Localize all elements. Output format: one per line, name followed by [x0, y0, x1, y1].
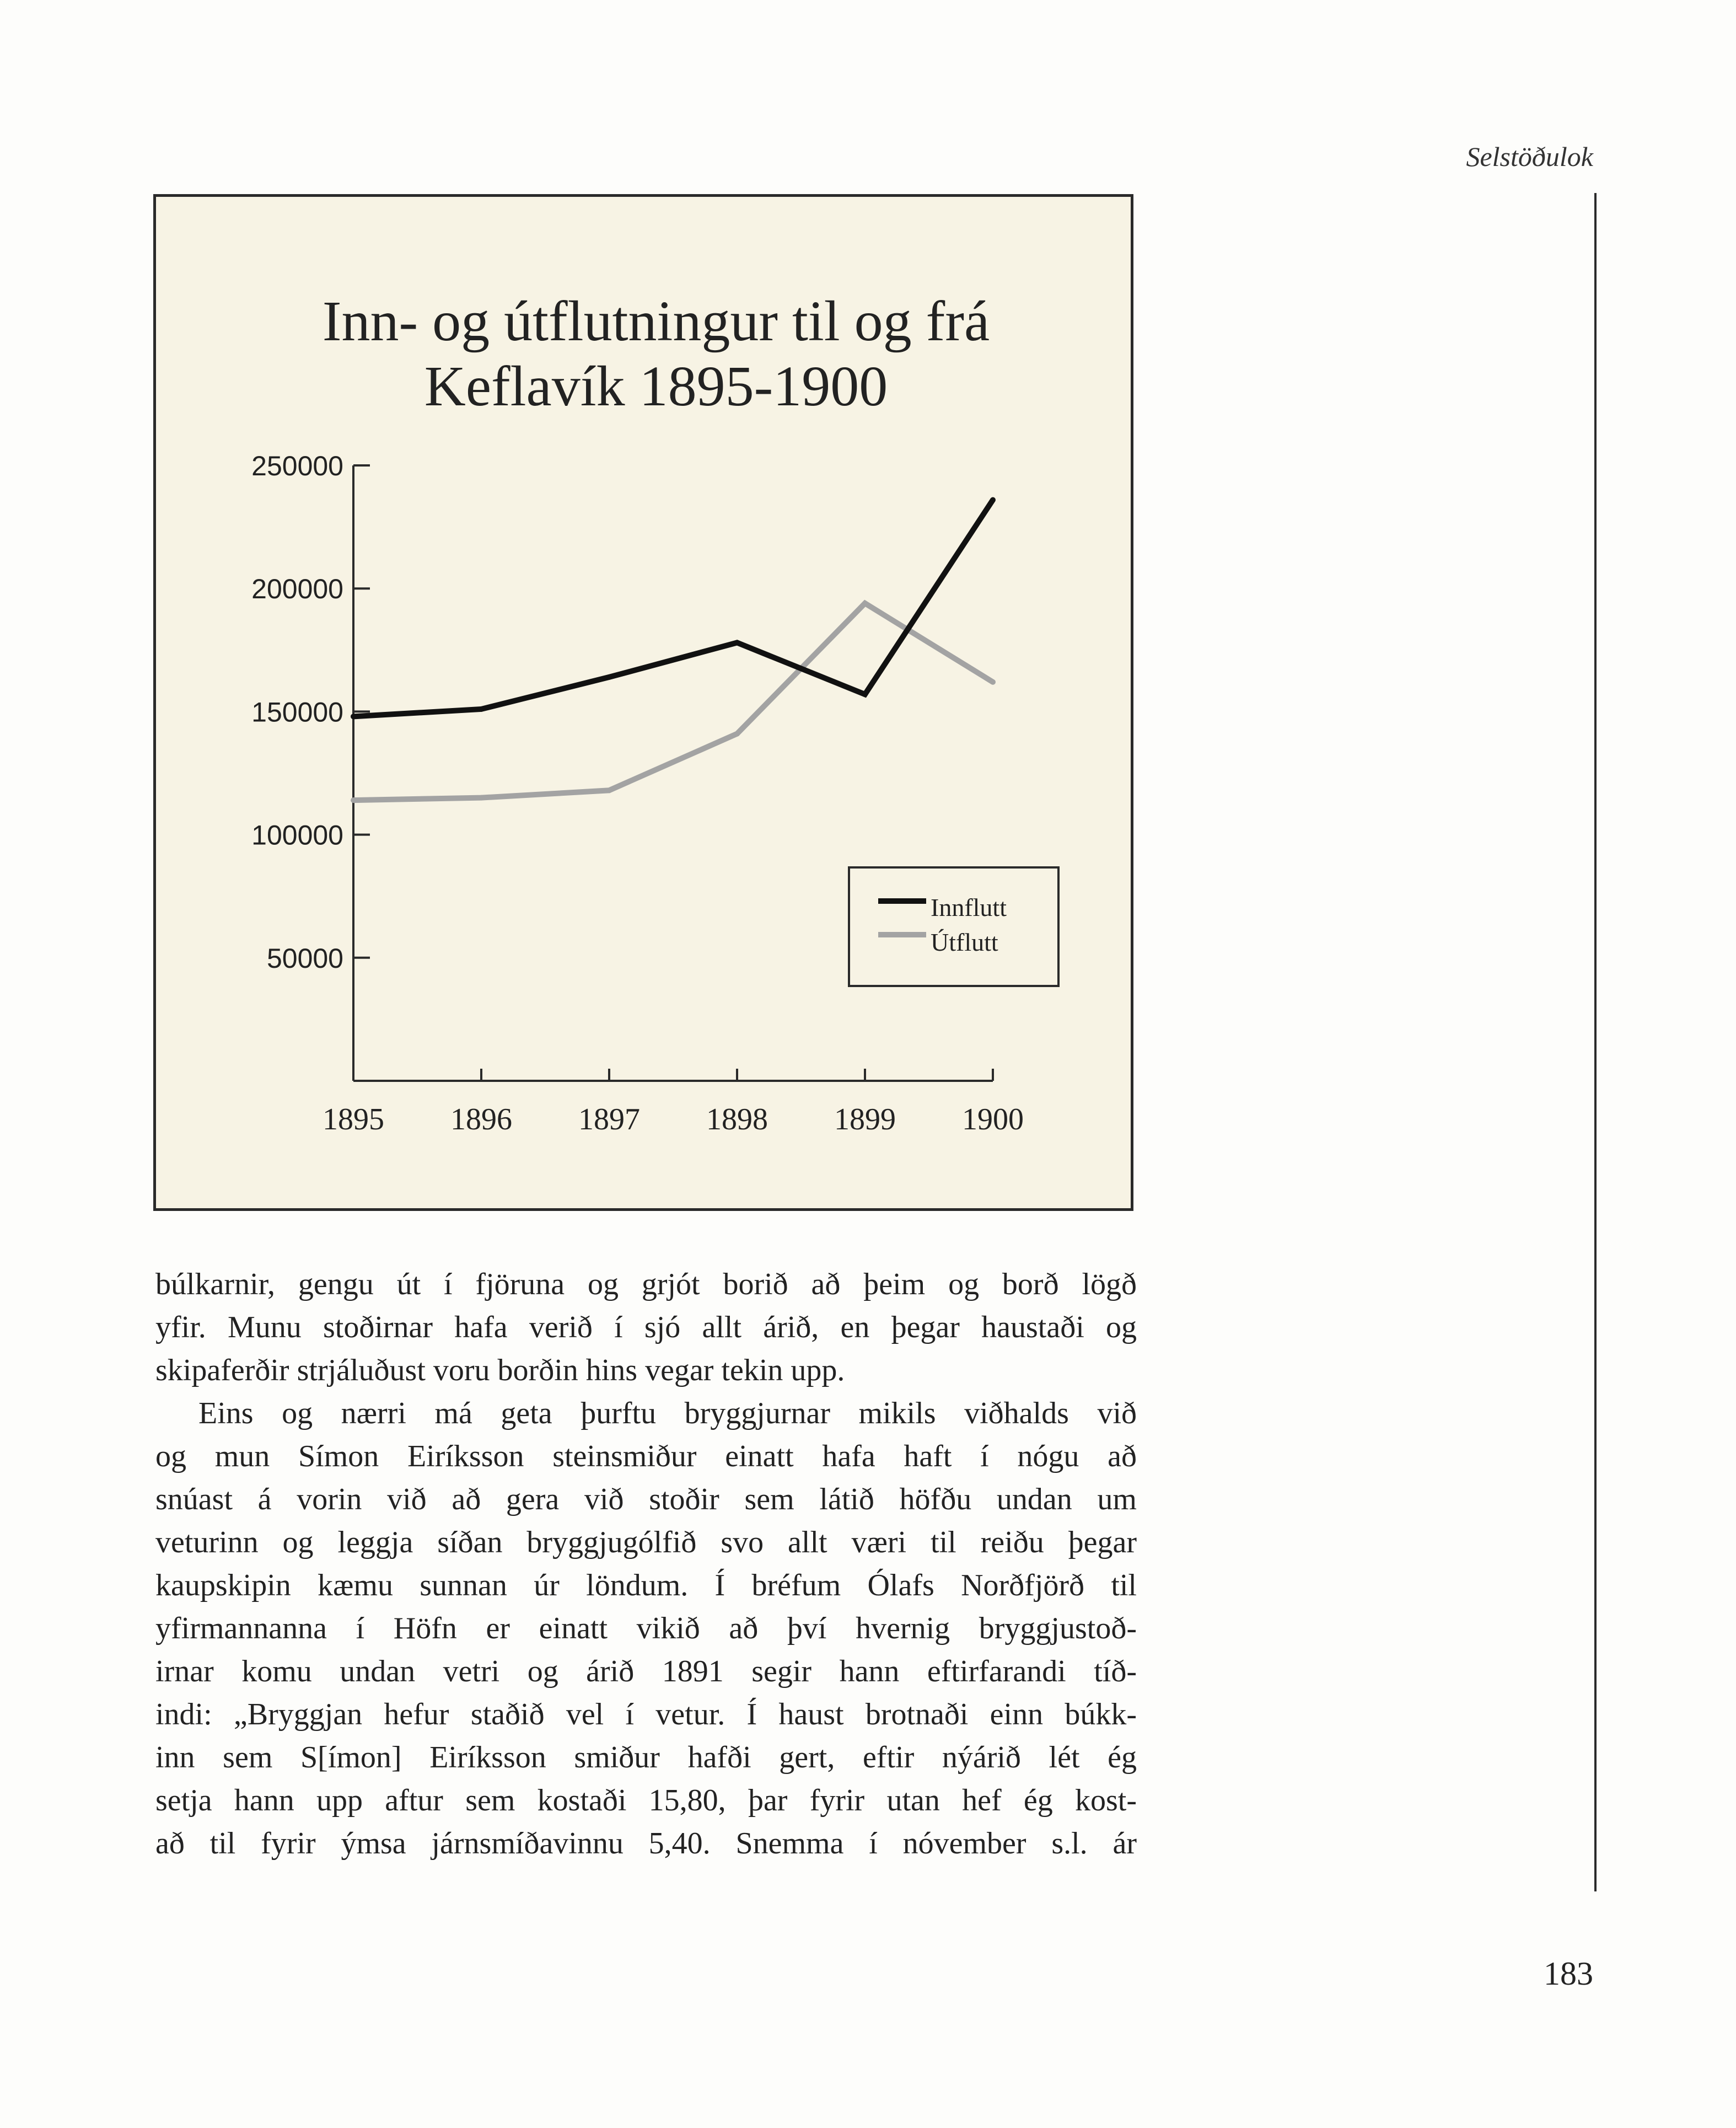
data-point-útflutt — [351, 797, 356, 803]
y-tick-label: 150000 — [251, 696, 343, 728]
legend-label-utflutt: Útflutt — [931, 928, 998, 956]
text-line: inn sem S[ímon] Eiríksson smiður hafði gert, eftir nýárið lét ég — [155, 1740, 1137, 1775]
body-text — [155, 1263, 1137, 1865]
margin-rule — [1594, 193, 1597, 1891]
series-line-útflutt — [353, 603, 993, 800]
text-line: indi: „Bryggjan hefur staðið vel í vetur. Í haust brotnaði einn búkk- — [155, 1697, 1137, 1732]
legend-box — [849, 867, 1058, 986]
chart-figure — [153, 194, 1133, 1211]
data-point-útflutt — [734, 731, 740, 737]
x-tick-label: 1895 — [323, 1102, 384, 1137]
text-line: snúast á vorin við að gera við stoðir sem látið höfðu undan um — [155, 1482, 1137, 1516]
text-line: kaupskipin kæmu sunnan úr löndum. Í bréfum Ólafs Norðfjörð til — [155, 1568, 1137, 1602]
x-tick-label: 1896 — [450, 1102, 512, 1137]
text-line: að til fyrir ýmsa járnsmíðavinnu 5,40. Snemma í nóvember s.l. ár — [155, 1826, 1137, 1861]
x-tick-label: 1900 — [962, 1102, 1024, 1137]
series-line-innflutt — [353, 500, 993, 716]
y-tick-label: 50000 — [266, 942, 343, 974]
text-line: og mun Símon Eiríksson steinsmiður einatt hafa haft í nógu að — [155, 1439, 1137, 1473]
text-line: veturinn og leggja síðan bryggjugólfið svo allt væri til reiðu þegar — [155, 1525, 1137, 1559]
line-chart — [156, 197, 1131, 1208]
running-head: Selstöðulok — [1466, 141, 1593, 172]
text-line: irnar komu undan vetri og árið 1891 segir hann eftirfarandi tíð- — [155, 1654, 1137, 1689]
text-line: yfir. Munu stoðirnar hafa verið í sjó allt árið, en þegar haustaði og — [155, 1310, 1137, 1344]
page-number: 183 — [1544, 1955, 1593, 1992]
chart-title-line-2: Keflavík 1895-1900 — [424, 355, 888, 418]
data-point-innflutt — [479, 706, 484, 712]
legend-label-innflutt: Innflutt — [931, 893, 1007, 921]
x-tick-label: 1898 — [706, 1102, 768, 1137]
text-line: Eins og nærri má geta þurftu bryggjurnar mikils viðhalds við — [198, 1396, 1137, 1430]
text-line: setja hann upp aftur sem kostaði 15,80, þar fyrir utan hef ég kost- — [155, 1783, 1137, 1818]
data-point-innflutt — [606, 674, 612, 680]
x-tick-label: 1899 — [834, 1102, 896, 1137]
text-line: yfirmannanna í Höfn er einatt vikið að því hvernig bryggjustoð- — [155, 1611, 1137, 1645]
data-point-útflutt — [606, 787, 612, 793]
chart-title-line-1: Inn- og útflutningur til og frá — [322, 290, 990, 353]
chart-legend — [849, 867, 1058, 986]
data-point-útflutt — [990, 679, 996, 685]
data-point-innflutt — [351, 714, 356, 719]
data-point-innflutt — [734, 640, 740, 645]
data-point-útflutt — [862, 601, 868, 606]
y-tick-label: 100000 — [251, 819, 343, 851]
x-tick-label: 1897 — [578, 1102, 640, 1137]
data-point-útflutt — [479, 795, 484, 801]
y-tick-label: 250000 — [251, 451, 343, 481]
data-point-innflutt — [990, 497, 996, 502]
data-point-innflutt — [862, 692, 868, 697]
text-line: búlkarnir, gengu út í fjöruna og grjót borið að þeim og borð lögð — [155, 1267, 1137, 1301]
y-tick-label: 200000 — [251, 573, 343, 605]
text-line: skipaferðir strjáluðust voru borðin hins vegar tekin upp. — [155, 1353, 845, 1387]
